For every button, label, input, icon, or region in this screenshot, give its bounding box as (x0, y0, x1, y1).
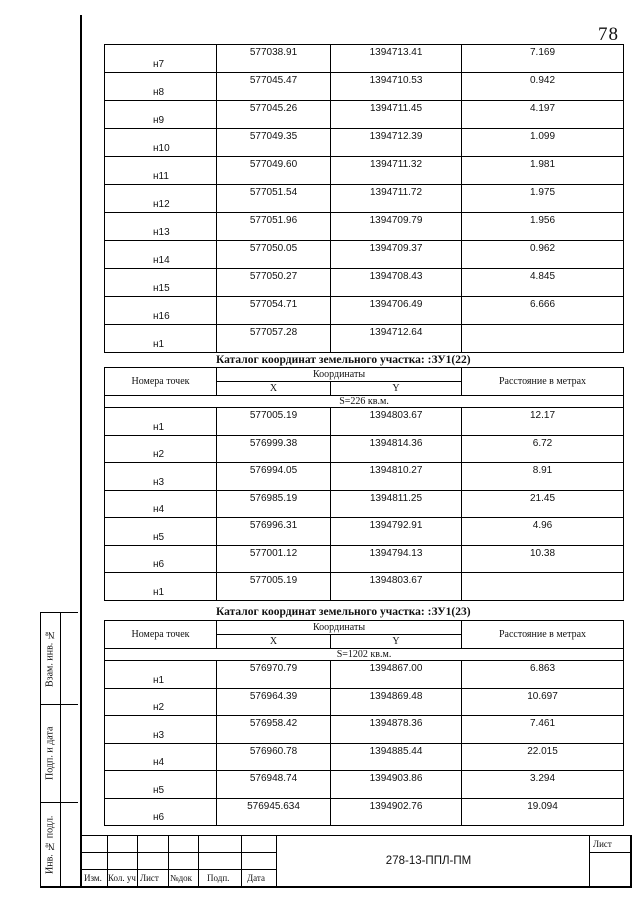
distance-value: 21.45 (530, 492, 556, 504)
distance-value: 6.72 (532, 437, 553, 449)
stamp-list-right: Лист (593, 839, 612, 849)
stamp-kol-uch: Кол. уч (108, 873, 136, 883)
coord-y: 1394711.72 (369, 187, 423, 198)
distance-value: 0.942 (529, 75, 556, 86)
zam-inv-label: Взам. инв. № (44, 629, 56, 687)
point-label: н1 (153, 421, 165, 433)
coord-x: 577049.35 (249, 131, 298, 142)
point-label: н3 (153, 476, 165, 488)
point-label: н10 (153, 143, 170, 154)
distance-value: 6.666 (529, 299, 556, 310)
distance-value: 12.17 (530, 410, 556, 421)
coords-table-continuation (104, 44, 624, 353)
table-row (105, 213, 624, 241)
coord-y: 1394794.13 (369, 547, 423, 559)
table-row (105, 573, 624, 601)
table-row (105, 408, 624, 436)
point-label: н6 (153, 559, 165, 570)
table-row (105, 435, 624, 463)
table-row (105, 297, 624, 325)
distance-value: 0.962 (529, 243, 556, 254)
header-y: Y (331, 635, 462, 649)
point-label: н13 (153, 227, 170, 238)
area-value: S=1202 кв.м. (105, 649, 624, 661)
stamp-n-dok: №док (170, 873, 193, 883)
coord-x: 577050.05 (249, 243, 298, 254)
table-row (105, 73, 624, 101)
coord-x: 577001.12 (249, 547, 298, 559)
document-code: 278-13-ППЛ-ПМ (385, 855, 472, 867)
coord-x: 576994.05 (249, 465, 298, 476)
area-value: S=226 кв.м. (105, 396, 624, 408)
point-label: н12 (153, 199, 170, 210)
coord-y: 1394711.45 (369, 103, 423, 114)
distance-value: 1.956 (529, 215, 556, 226)
header-distance: Расстояние в метрах (462, 368, 624, 396)
podp-data-label: Подп. и дата (44, 726, 56, 780)
coord-x: 577045.47 (249, 75, 298, 86)
distance-value: 4.197 (529, 103, 556, 114)
point-label: н2 (153, 449, 165, 460)
coord-y: 1394712.39 (369, 131, 423, 142)
header-coords: Координаты (217, 368, 462, 382)
coord-x: 576960.78 (249, 745, 298, 757)
distance-value: 1.975 (529, 187, 556, 198)
point-label: н7 (153, 59, 165, 70)
table-row (105, 325, 624, 353)
distance-value: 7.461 (530, 718, 556, 729)
header-coords: Координаты (217, 621, 462, 635)
header-distance: Расстояние в метрах (462, 621, 624, 649)
point-label: н1 (153, 586, 165, 598)
coord-x: 577050.27 (249, 271, 298, 282)
coord-x: 577051.54 (249, 187, 298, 198)
stamp-data: Дата (247, 873, 265, 883)
point-label: н4 (153, 504, 165, 515)
table-row (105, 545, 624, 573)
frame-right-border (630, 835, 632, 888)
distance-value: 3.294 (530, 773, 556, 784)
distance-value: 6.863 (530, 663, 556, 674)
coord-x: 576958.42 (249, 718, 298, 729)
page-number: 78 (598, 24, 619, 45)
stamp-podp: Подп. (207, 873, 230, 883)
table-row (105, 518, 624, 546)
table-row (105, 129, 624, 157)
point-label: н5 (153, 784, 165, 796)
table-row (105, 688, 624, 716)
stamp-izm: Изм. (84, 873, 102, 883)
table-row (105, 269, 624, 297)
coord-y: 1394869.48 (369, 690, 423, 702)
coord-y: 1394810.27 (369, 465, 423, 476)
point-label: н8 (153, 87, 165, 98)
coord-x: 577005.19 (249, 575, 298, 586)
distance-value: 1.099 (529, 131, 556, 142)
point-label: н3 (153, 729, 165, 741)
coord-y: 1394711.32 (369, 159, 423, 170)
coord-y: 1394712.64 (369, 327, 423, 338)
coord-y: 1394814.36 (369, 437, 423, 449)
point-label: н9 (153, 115, 165, 126)
coord-y: 1394878.36 (369, 718, 423, 729)
coord-x: 577057.28 (249, 327, 298, 338)
coord-x: 576999.38 (249, 437, 298, 449)
frame-left-border (80, 15, 82, 888)
point-label: н1 (153, 674, 165, 686)
coord-x: 576964.39 (249, 690, 298, 702)
coord-x: 577051.96 (249, 215, 298, 226)
table-row (105, 185, 624, 213)
distance-value: 4.96 (532, 520, 553, 531)
point-label: н2 (153, 702, 165, 713)
table-row (105, 157, 624, 185)
coords-table-zu1-22 (104, 367, 624, 601)
title-stamp (81, 835, 630, 887)
coord-y: 1394885.44 (369, 745, 423, 757)
point-label: н14 (153, 255, 170, 266)
coord-y: 1394803.67 (369, 575, 423, 586)
coord-y: 1394710.53 (369, 75, 423, 86)
table-row (105, 661, 624, 689)
coord-y: 1394811.25 (369, 492, 423, 504)
header-y: Y (331, 382, 462, 396)
point-label: н16 (153, 311, 170, 322)
distance-value: 19.094 (527, 800, 558, 812)
coord-x: 577045.26 (249, 103, 298, 114)
point-label: н1 (153, 339, 165, 350)
point-label: н15 (153, 283, 170, 294)
point-label: н5 (153, 531, 165, 543)
inv-podl-label: Инв. № подл. (44, 815, 56, 875)
coords-table-zu1-23 (104, 620, 624, 826)
header-points: Номера точек (105, 621, 217, 649)
distance-value: 10.38 (530, 547, 556, 559)
table-row (105, 45, 624, 73)
catalog-title-zu1-23: Каталог координат земельного участка: :ЗУ1(23) (216, 606, 471, 618)
coord-x: 576945.634 (247, 800, 300, 812)
coord-x: 577054.71 (249, 299, 298, 310)
coord-y: 1394709.37 (369, 243, 423, 254)
catalog-title-zu1-22: Каталог координат земельного участка: :ЗУ1(22) (216, 354, 471, 366)
coord-y: 1394708.43 (369, 271, 423, 282)
table-row (105, 771, 624, 799)
table-row (105, 490, 624, 518)
coord-y: 1394709.79 (369, 215, 423, 226)
distance-value: 4.845 (529, 271, 556, 282)
coord-y: 1394902.76 (369, 800, 423, 812)
coord-y: 1394713.41 (369, 47, 423, 58)
distance-value: 7.169 (529, 47, 556, 58)
header-points: Номера точек (105, 368, 217, 396)
table-row (105, 798, 624, 826)
table-row (105, 241, 624, 269)
coord-y: 1394792.91 (369, 520, 423, 531)
coord-x: 577005.19 (249, 410, 298, 421)
coord-y: 1394903.86 (369, 773, 423, 784)
side-strip (40, 612, 78, 888)
table-row (105, 101, 624, 129)
coord-x: 576970.79 (249, 663, 298, 674)
point-label: н4 (153, 757, 165, 768)
coord-x: 577038.91 (249, 47, 298, 58)
coord-y: 1394867.00 (369, 663, 423, 674)
point-label: н11 (153, 171, 169, 182)
table-row (105, 463, 624, 491)
distance-value: 10.697 (527, 690, 558, 702)
coord-x: 577049.60 (249, 159, 298, 170)
table-row (105, 743, 624, 771)
point-label: н6 (153, 812, 165, 823)
coord-y: 1394706.49 (369, 299, 423, 310)
coord-x: 576948.74 (249, 773, 298, 784)
distance-value: 8.91 (532, 465, 553, 476)
coord-x: 576996.31 (249, 520, 298, 531)
header-x: X (217, 382, 331, 396)
distance-value: 22.015 (527, 745, 558, 757)
coord-x: 576985.19 (249, 492, 298, 504)
coord-y: 1394803.67 (369, 410, 423, 421)
distance-value: 1.981 (529, 159, 556, 170)
stamp-list: Лист (140, 873, 159, 883)
table-row (105, 716, 624, 744)
header-x: X (217, 635, 331, 649)
